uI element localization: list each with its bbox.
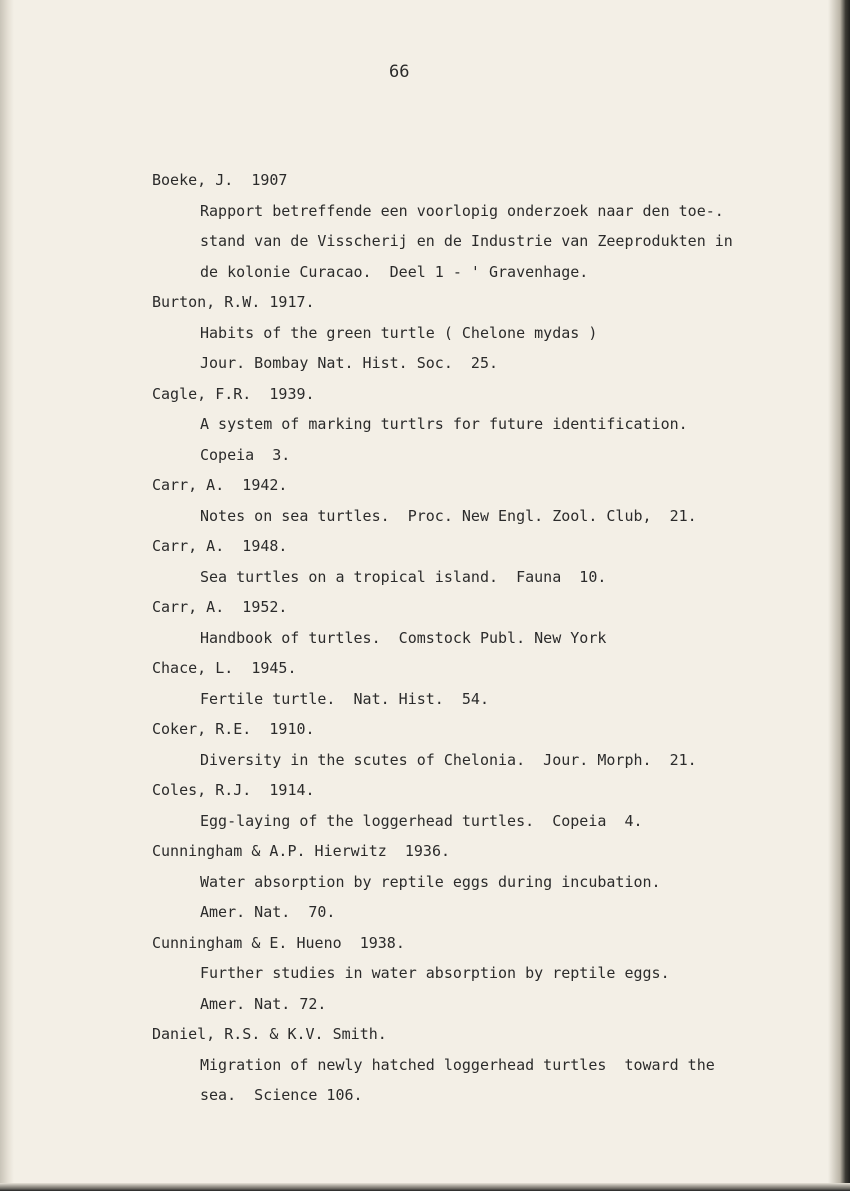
entry-text-line: Further studies in water absorption by reptile eggs. bbox=[200, 964, 670, 982]
entry-author-year: Carr, A. 1942. bbox=[152, 476, 288, 494]
bibliography-entry-coles-1914 bbox=[152, 778, 802, 839]
entry-text-line: Copeia 3. bbox=[200, 445, 291, 464]
bibliography-list bbox=[152, 168, 802, 1114]
bibliography-entry-carr-1942 bbox=[152, 473, 802, 534]
entry-text-line: Egg-laying of the loggerhead turtles. Copeia 4. bbox=[200, 811, 643, 830]
bibliography-entry-cagle-1939 bbox=[152, 382, 802, 474]
entry-author-year: Boeke, J. 1907 bbox=[152, 171, 288, 189]
entry-text-line: Migration of newly hatched loggerhead turtles toward the bbox=[200, 1055, 715, 1074]
entry-author-year: Burton, R.W. 1917. bbox=[152, 293, 315, 311]
bibliography-entry-boeke-1907 bbox=[152, 168, 802, 290]
entry-text-line: Jour. Bombay Nat. Hist. Soc. 25. bbox=[200, 354, 499, 372]
entry-author-year: Carr, A. 1952. bbox=[152, 598, 288, 616]
entry-text-line: Sea turtles on a tropical island. Fauna 10. bbox=[200, 567, 607, 586]
bibliography-entry-chace-1945 bbox=[152, 656, 802, 717]
bibliography-entry-coker-1910 bbox=[152, 717, 802, 778]
entry-text-line: Notes on sea turtles. Proc. New Engl. Zool. Club, 21. bbox=[200, 506, 697, 525]
entry-text-line: Handbook of turtles. Comstock Publ. New York bbox=[200, 628, 607, 647]
entry-author-year: Chace, L. 1945. bbox=[152, 659, 297, 677]
page-number: 66 bbox=[389, 62, 410, 82]
page-edge-right bbox=[828, 0, 850, 1191]
entry-text-line: sea. Science 106. bbox=[200, 1086, 363, 1104]
binding-shadow bbox=[0, 0, 14, 1191]
entry-author-year: Cunningham & E. Hueno 1938. bbox=[152, 933, 405, 952]
entry-text-line: Fertile turtle. Nat. Hist. 54. bbox=[200, 689, 489, 708]
entry-author-year: Daniel, R.S. & K.V. Smith. bbox=[152, 1025, 387, 1043]
entry-text-line: Rapport betreffende een voorlopig onderzoek naar den toe-. bbox=[200, 201, 724, 220]
entry-text-line: Water absorption by reptile eggs during incubation. bbox=[200, 872, 661, 891]
bibliography-entry-carr-1952 bbox=[152, 595, 802, 656]
entry-text-line: Amer. Nat. 72. bbox=[200, 994, 327, 1013]
page-edge-bottom bbox=[0, 1183, 850, 1191]
entry-author-year: Coles, R.J. 1914. bbox=[152, 781, 315, 799]
entry-author-year: Cunningham & A.P. Hierwitz 1936. bbox=[152, 842, 451, 860]
bibliography-entry-burton-1917 bbox=[152, 290, 802, 382]
entry-text-line: A system of marking turtlrs for future identification. bbox=[200, 415, 688, 433]
entry-author-year: Carr, A. 1948. bbox=[152, 537, 288, 555]
entry-author-year: Cagle, F.R. 1939. bbox=[152, 384, 315, 403]
entry-text-line: Diversity in the scutes of Chelonia. Jour. Morph. 21. bbox=[200, 750, 697, 769]
entry-author-year: Coker, R.E. 1910. bbox=[152, 720, 315, 738]
entry-text-line: stand van de Visscherij en de Industrie van Zeeprodukten in bbox=[200, 232, 733, 250]
entry-text-line: Amer. Nat. 70. bbox=[200, 903, 336, 921]
entry-text-line: Habits of the green turtle ( Chelone mydas ) bbox=[200, 323, 598, 342]
bibliography-entry-cunningham-1938 bbox=[152, 931, 802, 1023]
bibliography-entry-carr-1948 bbox=[152, 534, 802, 595]
entry-text-line: de kolonie Curacao. Deel 1 - ' Gravenhage. bbox=[200, 262, 589, 281]
bibliography-entry-cunningham-1936 bbox=[152, 839, 802, 931]
bibliography-entry-daniel-smith bbox=[152, 1022, 802, 1114]
